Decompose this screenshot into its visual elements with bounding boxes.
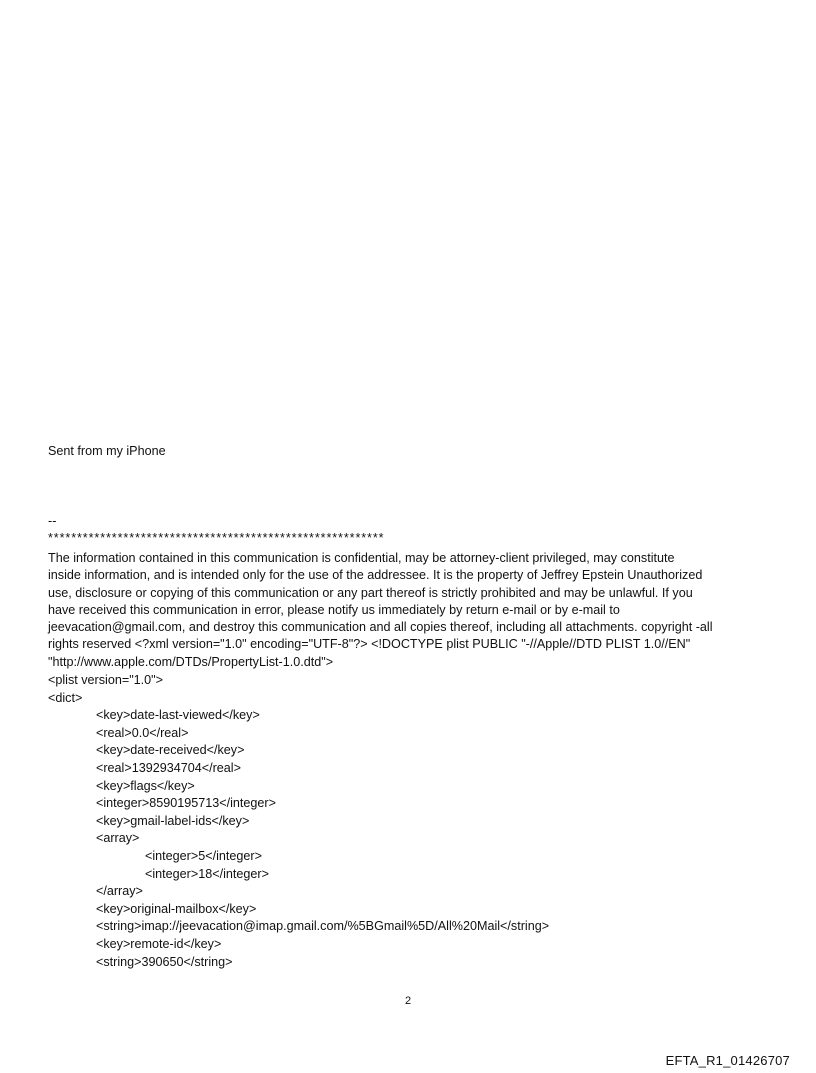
- disclaimer-line: The information contained in this communication is confidential, may be attorney-client privileged, may constitute: [48, 551, 675, 565]
- disclaimer-line: "http://www.apple.com/DTDs/PropertyList-1.0.dtd">: [48, 654, 334, 669]
- document-id: EFTA_R1_01426707: [665, 1053, 790, 1068]
- plist-array-open-tag: <array>: [96, 831, 140, 846]
- disclaimer-line: rights reserved <?xml version="1.0" encoding="UTF-8"?> <!DOCTYPE plist PUBLIC "-//Apple//DTD PLIST 1.0//EN": [48, 637, 691, 652]
- plist-value-original-mailbox: <string>imap://jeevacation@imap.gmail.com/%5BGmail%5D/All%20Mail</string>: [96, 919, 550, 934]
- plist-value-flags: <integer>8590195713</integer>: [96, 796, 276, 811]
- plist-value-remote-id: <string>390650</string>: [96, 954, 233, 969]
- plist-label-id-item: <integer>18</integer>: [145, 866, 269, 881]
- asterisk-divider: **********************************************************: [48, 531, 385, 545]
- plist-key-date-last-viewed: <key>date-last-viewed</key>: [96, 708, 260, 723]
- plist-key-original-mailbox: <key>original-mailbox</key>: [96, 901, 257, 916]
- plist-block: [48, 672, 549, 971]
- plist-key-gmail-label-ids: <key>gmail-label-ids</key>: [96, 813, 250, 828]
- plist-key-date-received: <key>date-received</key>: [96, 743, 245, 758]
- plist-open-tag: <plist version="1.0">: [48, 673, 164, 687]
- plist-value-date-received: <real>1392934704</real>: [96, 760, 241, 775]
- page-number: 2: [404, 995, 412, 1007]
- plist-key-flags: <key>flags</key>: [96, 778, 195, 793]
- signature-separator: --: [48, 514, 57, 528]
- plist-value-date-last-viewed: <real>0.0</real>: [96, 725, 189, 740]
- plist-array-close-tag: </array>: [96, 884, 143, 899]
- plist-label-id-item: <integer>5</integer>: [145, 848, 262, 863]
- disclaimer-line: inside information, and is intended only for the use of the addressee. It is the property of Jeffrey Epstein Unauthorized: [48, 568, 703, 583]
- confidentiality-disclaimer: [48, 550, 788, 671]
- disclaimer-line: jeevacation@gmail.com, and destroy this communication and all copies thereof, including all attachments. copyright -all: [48, 620, 713, 635]
- plist-key-remote-id: <key>remote-id</key>: [96, 936, 222, 951]
- dict-open-tag: <dict>: [48, 690, 83, 705]
- disclaimer-line: use, disclosure or copying of this communication or any part thereof is strictly prohibited and may be unlawful. If you: [48, 585, 693, 600]
- email-signature: Sent from my iPhone: [48, 444, 166, 458]
- disclaimer-line: have received this communication in error, please notify us immediately by return e-mail or by e-mail to: [48, 602, 620, 617]
